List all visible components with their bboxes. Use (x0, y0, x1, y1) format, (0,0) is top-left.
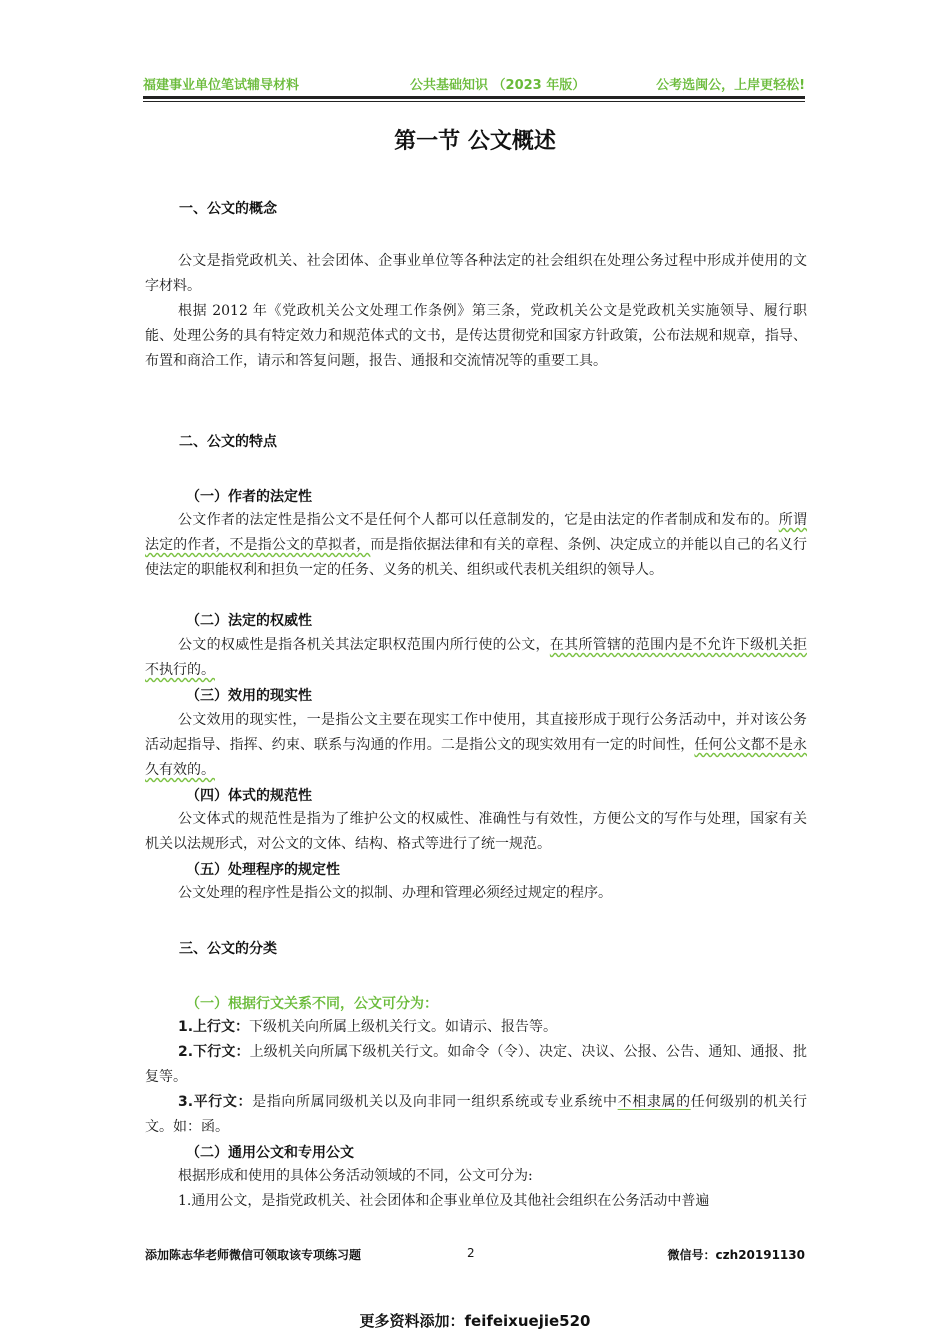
footer-right: 微信号：czh20191130 (667, 1248, 805, 1262)
sub-2-4-paragraph: 公文体式的规范性是指为了维护公文的权威性、准确性与有效性，方便公文的写作与处理，国家有关机关以法规形式，对公文的文体、结构、格式等进行了统一规范。 (145, 811, 807, 852)
list-text-downward: 上级机关向所属下级机关行文。如命令（令）、决定、决议、公报、公告、通知、通报、批复等。 (145, 1044, 807, 1085)
sub-3-2-paragraph-2: 1.通用公文，是指党政机关、社会团体和企事业单位及其他社会组织在公务活动中普遍 (178, 1193, 710, 1209)
sub-2-1-text-a: 公文作者的法定性是指公文不是任何个人都可以任意制发的，它是由法定的作者制成和发布的。 (178, 512, 779, 528)
sub-2-5-paragraph: 公文处理的程序性是指公文的拟制、办理和管理必须经过规定的程序。 (178, 885, 612, 901)
list-label-downward: 2.下行文： (178, 1044, 250, 1060)
section-1-paragraph-2: 根据 2012 年《党政机关公文处理工作条例》第三条，党政机关公文是党政机关实施领导、履行职能、处理公务的具有特定效力和规范体式的文书，是传达贯彻党和国家方针政策，公布法规和规章，指导、布置和商洽工作，请示和答复问题，报告、通报和交流情况等的重要工具。 (145, 303, 807, 369)
sub-2-3-paragraph (145, 708, 807, 783)
page-title: 第一节 公文概述 (394, 129, 556, 154)
header-left: 福建事业单位笔试辅导材料 (143, 78, 300, 93)
sub-heading-2-5: （五）处理程序的规定性 (186, 862, 340, 878)
list-text-parallel-c: 任何级别的机关行文。如：函。 (145, 1094, 808, 1135)
header-rule-thick (143, 96, 805, 99)
sub-3-2-paragraph-1: 根据形成和使用的具体公务活动领域的不同，公文可分为: (178, 1168, 533, 1184)
list-label-upward: 1.上行文： (178, 1019, 250, 1035)
header-right: 公考选闽公，上岸更轻松! (656, 78, 805, 93)
section-3-heading: 三、公文的分类 (179, 941, 277, 957)
sub-2-3-text-a: 公文效用的现实性，一是指公文主要在现实工作中使用，其直接形成于现行公务活动中，并对该公务活动起指导、指挥、约束、联系与沟通的作用。二是指公文的现实效用有一定的时间性， (145, 712, 807, 753)
list-text-parallel-a: 是指向所属同级机关以及向非同一组织系统或专业系统中 (252, 1094, 618, 1110)
sub-heading-2-2: （二）法定的权威性 (186, 613, 312, 629)
sub-heading-2-1: （一）作者的法定性 (186, 489, 312, 505)
bottom-note: 更多资料添加：feifeixuejie520 (359, 1312, 591, 1330)
list-label-parallel: 3.平行文： (178, 1094, 253, 1110)
sub-2-2-text-a: 公文的权威性是指各机关其法定职权范围内所行使的公文， (178, 637, 550, 653)
sub-2-2-paragraph (145, 633, 807, 683)
sub-heading-2-4: （四）体式的规范性 (186, 788, 312, 804)
header-rule-thin (143, 101, 805, 102)
list-text-upward: 下级机关向所属上级机关行文。如请示、报告等。 (249, 1019, 558, 1035)
section-1-heading: 一、公文的概念 (179, 201, 277, 217)
sub-2-2-highlight: 在其所管辖的范围内是不允许下级机关拒不执行的。 (145, 637, 807, 678)
sub-heading-2-3: （三）效用的现实性 (186, 688, 312, 704)
sub-2-1-text-c: 而是指依据法律和有关的章程、条例、决定成立的并能以自己的名义行使法定的职能权利和担负一定的任务、义务的机关、组织或代表机关组织的领导人。 (145, 537, 807, 578)
sub-2-1-paragraph (145, 508, 807, 583)
sub-heading-3-2: （二）通用公文和专用公文 (186, 1145, 354, 1161)
list-text-parallel-highlight: 不相隶属的 (617, 1094, 691, 1110)
section-1-paragraph-1: 公文是指党政机关、社会团体、企事业单位等各种法定的社会组织在处理公务过程中形成并使用的文字材料。 (145, 253, 807, 294)
sub-2-3-highlight: 任何公文都不是永久有效的。 (145, 737, 807, 778)
sub-heading-3-1: （一）根据行文关系不同，公文可分为： (186, 996, 438, 1012)
list-item-upward (145, 1015, 807, 1040)
section-2-heading: 二、公文的特点 (179, 434, 277, 450)
list-item-parallel (145, 1090, 807, 1140)
list-item-downward (145, 1040, 807, 1090)
sub-2-1-highlight: 所谓法定的作者，不是指公文的草拟者， (145, 512, 808, 553)
header-center: 公共基础知识 （2023 年版） (410, 78, 586, 93)
footer-left: 添加陈志华老师微信可领取该专项练习题 (145, 1248, 362, 1262)
page-number: 2 (467, 1246, 475, 1260)
